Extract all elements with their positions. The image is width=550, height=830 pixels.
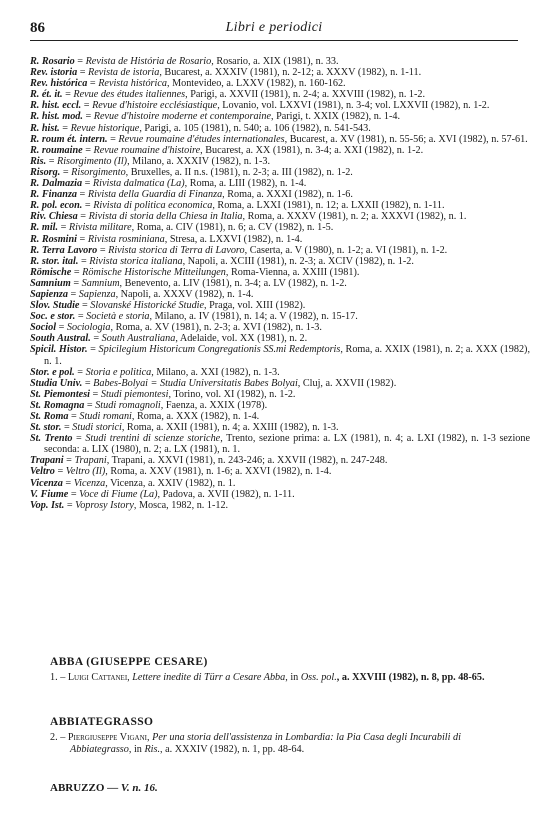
abbreviation-key: Ris. <box>30 155 47 167</box>
equals-sign: = <box>62 89 74 101</box>
journal-name: Revue roumaine d'études internationales <box>118 133 285 145</box>
abbreviation-entry <box>30 500 530 511</box>
journal-name: Rivista storica di Terra di Lavoro <box>108 244 245 256</box>
journal-name: Studi romagnoli <box>95 399 161 411</box>
equals-sign: = <box>84 399 96 411</box>
abbreviation-key: St. Trento <box>30 433 73 445</box>
abbreviation-entry <box>30 78 530 89</box>
journal-name: Risorgimento <box>71 166 126 178</box>
journal-details: , Mosca, 1982, n. 1-12. <box>133 499 229 511</box>
journal-name: Studi piemontesi <box>100 388 169 400</box>
equals-sign: = <box>78 255 90 267</box>
journal-details: , Roma, a. XV (1981), n. 2-3; a. XVI (1982), n. 1-3. <box>110 322 322 334</box>
abbreviation-key: Rev. istoria <box>30 67 78 79</box>
equals-sign: = <box>61 422 73 434</box>
journal-details: , Benevento, a. LIV (1981), n. 3-4; a. LV (1982), n. 1-2. <box>119 277 347 289</box>
abbreviation-key: R. Finanza <box>30 189 77 201</box>
journal-details: , Adelaide, vol. XX (1981), n. 2. <box>175 333 308 345</box>
abbreviation-entry <box>30 344 530 366</box>
abbreviation-entry <box>30 178 530 189</box>
abbreviation-key: Studia Univ. <box>30 377 83 389</box>
journal-details: , Bucarest, a. XXXIV (1981), n. 2-12; a. XXXV (1982), n. 1-11. <box>159 67 422 79</box>
journal-details: , Roma, a. CIV (1981), n. 6; a. CV (1982), n. 1-5. <box>131 222 334 234</box>
journal-name: Slovanské Historické Studie <box>90 300 205 312</box>
equals-sign: = <box>79 300 91 312</box>
abbreviation-key: Soc. e stor. <box>30 311 76 323</box>
entry-title: Lettere inedite di Türr a Cesare Abba <box>132 672 286 683</box>
journal-details: , Milano, a. XXXIV (1982), n. 1-3. <box>127 155 271 167</box>
journal-name: Revue roumaine d'histoire <box>93 144 201 156</box>
journal-name: Revue des études italiennes <box>73 89 186 101</box>
journal-details: , Rosario, a. XIX (1981), n. 33. <box>211 56 339 67</box>
abbreviation-entry <box>30 267 530 278</box>
equals-sign: = <box>60 166 72 178</box>
journal-name: Rivista storica italiana <box>89 255 183 267</box>
abbreviation-entry <box>30 156 530 167</box>
abbreviation-key: R. Terra Lavoro <box>30 244 98 256</box>
abbreviation-entry <box>30 455 530 466</box>
journal-details: , Roma, a. XXXI (1982), n. 1-6. <box>222 189 353 201</box>
journal-details: , Roma, a. XXX (1982), n. 1-4. <box>131 411 260 422</box>
abbreviation-key: R. hist. eccl. <box>30 100 82 112</box>
abbreviation-entry <box>30 200 530 211</box>
abbreviation-entry <box>30 466 530 477</box>
equals-sign: = <box>82 111 94 123</box>
equals-sign: = <box>82 178 93 190</box>
journal-name: Rivista della Guardia di Finanza <box>87 189 223 201</box>
journal-details: , Roma, a. LXXI (1981), n. 12; a. LXXII (1982), n. 1-11. <box>212 200 445 212</box>
abbreviation-key: R. pol. econ. <box>30 200 83 212</box>
equals-sign: = <box>77 189 88 201</box>
journal-details: , Bucarest, a. XX (1981), n. 3-4; a. XXI (1982), n. 1-2. <box>200 144 424 156</box>
abbreviation-key: Vicenza <box>30 477 63 489</box>
equals-sign: = <box>74 366 86 378</box>
journal-name: Rivista militare <box>68 222 132 234</box>
journal-details: , Roma-Vienna, a. XXIII (1981). <box>225 266 360 278</box>
entry-number: 1. <box>50 672 58 683</box>
abbreviation-entry <box>30 433 530 455</box>
abbreviation-key: V. Fiume <box>30 488 69 500</box>
abbreviation-entry <box>30 400 530 411</box>
abbreviation-key: St. stor. <box>30 422 62 434</box>
abbreviation-key: St. Roma <box>30 411 69 422</box>
abbreviation-key: Riv. Chiesa <box>30 211 78 223</box>
equals-sign: = <box>54 466 66 478</box>
abbreviation-entry <box>30 245 530 256</box>
equals-sign: = <box>63 455 75 467</box>
equals-sign: = <box>81 100 93 112</box>
bibliography-entry: 2. – Piergiuseppe Vigani, Per una storia dell'assistenza in Lombardia: la Pia Casa degli Incurabili di Abbiategrasso, in Ris., a. XXXIV (1982), n. 1, pp. 48-64. <box>50 732 461 755</box>
running-title: Libri e periodici <box>225 20 323 35</box>
journal-details: , Montevideo, a. LXXV (1982), n. 160-162. <box>166 78 346 90</box>
journal-details: , Parigi, t. XXIX (1982), n. 1-4. <box>270 111 401 123</box>
equals-sign: = <box>58 222 69 234</box>
abbreviation-key: R. Rosmini <box>30 233 77 245</box>
journal-details: , Torino, vol. XI (1982), n. 1-2. <box>168 388 296 400</box>
abbreviation-key: Römische <box>30 266 72 278</box>
abbreviation-key: St. Piemontesi <box>30 388 90 400</box>
abbreviation-key: R. Dalmazia <box>30 178 83 190</box>
entry-prefix: , in <box>128 743 145 755</box>
abbreviation-entry <box>30 145 530 156</box>
journal-name: Studi romani <box>79 411 132 422</box>
equals-sign: = <box>64 499 76 511</box>
abbreviation-key: Veltro <box>30 466 55 478</box>
abbreviation-key: South Austral. <box>30 333 91 345</box>
journal-name: South Australiana <box>101 333 176 345</box>
abbreviation-entry <box>30 123 530 134</box>
abbreviation-entry <box>30 89 530 100</box>
abbreviation-entry <box>30 478 530 489</box>
journal-details: , Faenza, a. XXIX (1978). <box>160 399 268 411</box>
entry-citation: , a. XXVIII (1982), n. 8, pp. 48-65. <box>336 672 485 683</box>
equals-sign: = <box>74 56 86 67</box>
equals-sign: = <box>87 78 99 90</box>
equals-sign: = <box>82 377 94 389</box>
abbreviation-entry <box>30 389 530 400</box>
journal-name: Revue historique <box>70 122 140 134</box>
abbreviation-entry <box>30 289 530 300</box>
abbreviation-key: R. hist. <box>30 122 60 134</box>
abbreviation-entry <box>30 100 530 111</box>
section-heading: ABBA (GIUSEPPE CESARE) <box>50 656 208 668</box>
equals-sign: = <box>72 433 86 445</box>
journal-name: Società e storia <box>86 311 150 323</box>
journal-name: Revue d'histoire ecclésiastique <box>92 100 218 112</box>
equals-sign: = <box>62 477 74 489</box>
abbreviation-entry <box>30 211 530 222</box>
journal-name: Sociologia <box>66 322 111 334</box>
entry-number: 2. <box>50 732 58 743</box>
journal-name: Rivista di storia della Chiesa in Italia <box>88 211 243 223</box>
journal-details: , Parigi, a. XXVII (1981), n. 2-4; a. XXVIII (1982), n. 1-2. <box>185 89 426 101</box>
journal-details: , Trento, sezione prima: a. LX (1981), n. 4; a. LXI (1982), n. 1-3 sezione seconda: a. LIX (1980), n. 2; a. LX (1981), n. 1. <box>44 433 530 456</box>
equals-sign: = <box>70 277 82 289</box>
abbreviation-entry <box>30 111 530 122</box>
equals-sign: = <box>82 200 94 212</box>
cross-reference-target: V. n. 16. <box>120 782 158 794</box>
section-heading: ABBIATEGRASSO <box>50 716 154 728</box>
cross-reference-dash: — <box>104 782 121 794</box>
equals-sign: = <box>59 122 71 134</box>
equals-sign: = <box>77 211 89 223</box>
journal-name: Rivista di politica economica <box>93 200 213 212</box>
abbreviation-key: Rev. histórica <box>30 78 88 90</box>
journal-details: , Roma, a. XXII (1981), n. 4; a. XXIII (1982), n. 1-3. <box>121 422 339 434</box>
journal-details: , Roma, a. LIII (1982), n. 1-4. <box>184 178 307 190</box>
abbreviation-key: Sociol <box>30 322 57 334</box>
equals-sign: = <box>68 488 80 500</box>
abbreviation-entry <box>30 333 530 344</box>
journal-name: Revue d'histoire moderne et contemporaine <box>93 111 271 123</box>
journal-name: Rivista dalmatica (La) <box>92 178 185 190</box>
entry-title: Per una storia dell'assistenza in Lombardia: la Pia Casa degli Incurabili di Abbiategrasso <box>70 732 461 755</box>
abbreviation-entry <box>30 67 530 78</box>
journal-details: , Padova, a. XVII (1982), n. 1-11. <box>157 488 295 500</box>
journal-details: , Trapani, a. XXVI (1981), n. 243-246; a. XXVII (1982), n. 247-248. <box>106 455 388 467</box>
abbreviation-entry <box>30 234 530 245</box>
abbreviation-entry <box>30 134 530 145</box>
journal-name: Voce di Fiume (La) <box>79 488 158 500</box>
cross-reference <box>50 782 520 794</box>
equals-sign: = <box>82 144 94 156</box>
cross-reference-term: ABRUZZO <box>50 782 105 794</box>
journal-name: Studi storici <box>72 422 122 434</box>
entry-prefix: , in <box>285 672 301 683</box>
bibliography-entry: 1. – Luigi Cattanei, Lettere inedite di Türr a Cesare Abba, in Oss. pol., a. XXVIII (1982), n. 8, pp. 48-65. <box>50 672 485 683</box>
journal-name: Veltro (Il) <box>65 466 106 478</box>
abbreviation-key: Slov. Studie <box>30 300 80 312</box>
journal-name: Samnium <box>81 277 120 289</box>
journal-details: , Milano, a. IV (1981), n. 14; a. V (1982), n. 15-17. <box>149 311 358 323</box>
equals-sign: = <box>90 388 101 400</box>
journal-name: Trapani <box>74 455 107 467</box>
abbreviation-key: Samnium <box>30 277 71 289</box>
journal-name: Rivista rosminiana <box>87 233 165 245</box>
abbreviation-entry <box>30 378 530 389</box>
abbreviation-key: R. Rosario <box>30 56 75 67</box>
equals-sign: = <box>97 244 109 256</box>
equals-sign: = <box>56 322 67 334</box>
abbreviation-key: R. ét. it. <box>30 89 63 101</box>
journal-details: , Milano, a. XXI (1982), n. 1-3. <box>151 366 280 378</box>
abbreviation-entry <box>30 411 530 422</box>
journal-details: , Parigi, a. 105 (1981), n. 540; a. 106 (1982), n. 541-543. <box>139 122 371 134</box>
abbreviation-entry <box>30 56 530 67</box>
abbreviation-entry <box>30 222 530 233</box>
journal-details: , Stresa, a. LXXVI (1982), n. 1-4. <box>164 233 303 245</box>
abbreviation-key: Stor. e pol. <box>30 366 75 378</box>
section-abba <box>50 656 520 684</box>
equals-sign: = <box>90 333 102 345</box>
abbreviation-entry <box>30 322 530 333</box>
journal-details: , Vicenza, a. XXIV (1982), n. 1. <box>105 477 236 489</box>
entry-journal: Ris. <box>144 743 161 755</box>
journal-details: , Napoli, a. XXXV (1982), n. 1-4. <box>115 288 254 300</box>
abbreviation-key: Trapani <box>30 455 64 467</box>
abbreviation-key: Spicil. Histor. <box>30 344 88 356</box>
journal-name: Voprosy Istory <box>75 499 134 511</box>
abbreviation-entry <box>30 489 530 500</box>
journal-name: Spicilegium Historicum Congregationis SS.mi Redemptoris <box>98 344 341 356</box>
journal-details: , Lovanio, vol. LXXVI (1981), n. 3-4; vol. LXXVII (1982), n. 1-2. <box>217 100 490 112</box>
abbreviation-key: R. mil. <box>30 222 59 234</box>
journal-details: , Cluj, a. XXVII (1982). <box>297 377 397 389</box>
journal-name: Revista de História de Rosario <box>85 56 212 67</box>
abbreviation-entry <box>30 278 530 289</box>
journal-details: , Bucarest, a. XV (1981), n. 55-56; a. XVI (1982), n. 57-61. <box>284 133 528 145</box>
equals-sign: = <box>77 233 88 245</box>
equals-sign: = <box>71 266 83 278</box>
entry-author: Luigi Cattanei <box>67 672 128 683</box>
journal-name: Storia e politica <box>85 366 152 378</box>
abbreviation-entry <box>30 256 530 267</box>
equals-sign: = <box>107 133 119 145</box>
abbreviation-entry <box>30 367 530 378</box>
entry-author: Piergiuseppe Vigani <box>67 732 147 743</box>
journal-details: , Roma, a. XXXV (1981), n. 2; a. XXXVI (1982), n. 1. <box>242 211 467 223</box>
equals-sign: = <box>87 344 99 356</box>
equals-sign: = <box>77 67 89 79</box>
equals-sign: = <box>68 411 80 422</box>
equals-sign: = <box>75 311 87 323</box>
page-number: 86 <box>30 20 45 36</box>
abbreviation-key: R. stor. ital. <box>30 255 79 267</box>
equals-sign: = <box>67 288 79 300</box>
abbreviation-entry <box>30 311 530 322</box>
journal-name: Studi trentini di scienze storiche <box>85 433 221 445</box>
journal-details: , Bruxelles, a. II n.s. (1981), n. 2-3; a. III (1982), n. 1-2. <box>125 166 353 178</box>
abbreviation-key: R. hist. mod. <box>30 111 83 123</box>
journal-name: Babes-Bolyai = Studia Universitatis Babes Bolyai <box>93 377 298 389</box>
entry-citation: , a. XXXIV (1982), n. 1, pp. 48-64. <box>160 743 305 755</box>
abbreviation-key: Vop. Ist. <box>30 499 65 511</box>
section-abbiategrasso <box>50 716 520 756</box>
journal-name: Römische Historische Mitteilungen <box>82 266 226 278</box>
entry-journal: Oss. pol. <box>300 672 337 683</box>
abbreviation-entry <box>30 300 530 311</box>
journal-name: Risorgimento (Il) <box>56 155 128 167</box>
journal-name: Revista de istoria <box>88 67 160 79</box>
abbreviation-list <box>30 56 530 511</box>
journal-details: , Praga, vol. XIII (1982). <box>204 300 306 312</box>
journal-name: Vicenza <box>73 477 106 489</box>
journal-details: , Roma, a. XXIX (1981), n. 2; a. XXX (1982), n. 1. <box>44 344 530 367</box>
journal-name: Revista histórica <box>98 78 167 90</box>
abbreviation-key: R. roumaine <box>30 144 83 156</box>
abbreviation-entry <box>30 422 530 433</box>
abbreviation-entry <box>30 167 530 178</box>
abbreviation-key: Risorg. <box>30 166 61 178</box>
equals-sign: = <box>46 155 57 167</box>
abbreviation-key: Sapienza <box>30 288 68 300</box>
abbreviation-key: St. Romagna <box>30 399 85 411</box>
abbreviation-key: R. roum ét. intern. <box>30 133 108 145</box>
journal-name: Sapienza <box>78 288 116 300</box>
journal-details: , Roma, a. XXV (1981), n. 1-6; a. XXVI (1982), n. 1-4. <box>105 466 332 478</box>
journal-details: , Caserta, a. V (1980), n. 1-2; a. VI (1981), n. 1-2. <box>244 244 448 256</box>
page-header <box>30 20 518 41</box>
abbreviation-entry <box>30 189 530 200</box>
journal-details: , Napoli, a. XCIII (1981), n. 2-3; a. XCIV (1982), n. 1-2. <box>182 255 414 267</box>
